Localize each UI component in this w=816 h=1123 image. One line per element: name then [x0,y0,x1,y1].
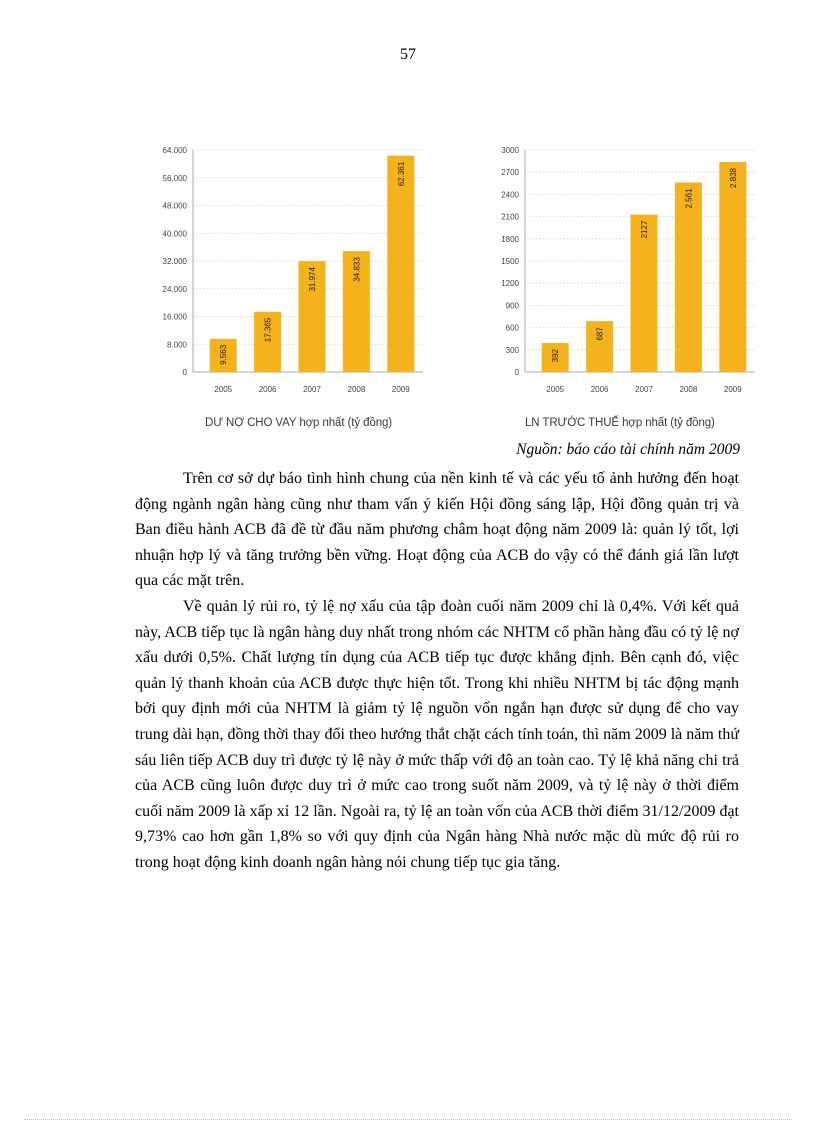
body-text [135,466,739,876]
y-tick-label: 40.000 [162,229,187,239]
y-tick-label: 300 [505,345,519,355]
y-tick-label: 2400 [501,190,519,200]
x-tick-label: 2005 [214,385,233,394]
source-note: Nguồn: báo cáo tài chính năm 2009 [516,441,740,458]
bar-value-label: 62.361 [396,161,406,187]
y-tick-label: 0 [514,368,519,377]
x-tick-label: 2009 [391,385,410,394]
x-tick-label: 2006 [258,385,277,394]
loans-chart-svg [138,138,428,403]
y-tick-label: 24.000 [162,284,187,294]
y-tick-label: 1500 [501,257,519,266]
y-tick-label: 3000 [501,146,519,155]
bar-value-label: 17.365 [263,317,273,343]
x-tick-label: 2008 [347,385,366,394]
loans-chart [138,138,428,403]
paragraph: Trên cơ sở dự báo tình hình chung của nền kinh tế và các yếu tố ảnh hưởng đến hoạt động ngành ngân hàng cũng như tham vấn ý kiến Hội đồng sáng lập, Hội đồng quản trị và Ban điều hành ACB đã đề từ đầu năm phương châm hoạt động năm 2009 là: quản lý tốt, lợi nhuận hợp lý và tăng trưởng bền vững. Hoạt động của ACB do vậy có thể đánh giá lần lượt qua các mặt trên. [135,470,739,590]
y-tick-label: 48.000 [162,201,187,211]
y-tick-label: 2100 [501,212,519,222]
y-tick-label: 900 [505,301,519,311]
y-tick-label: 2700 [501,168,519,178]
profit-chart-title: LN TRƯỚC THUẾ hợp nhất (tỷ đồng) [525,417,715,429]
bar-value-label: 2127 [640,220,649,239]
bar [675,182,702,372]
footer-divider [24,1119,792,1120]
profit-chart-svg [470,138,760,403]
paragraph: Về quản lý rủi ro, tỷ lệ nợ xấu của tập đoàn cuối năm 2009 chỉ là 0,4%. Với kết quả này, ACB tiếp tục là ngân hàng duy nhất trong nhóm các NHTM cổ phần hàng đầu có tỷ lệ nợ xấu dưới 0,5%. Chất lượng tín dụng của ACB tiếp tục được khẳng định. Bên cạnh đó, việc quản lý thanh khoản của ACB được thực hiện tốt. Trong khi nhiều NHTM bị tác động mạnh bởi quy định mới của NHTM là giảm tỷ lệ nguồn vốn ngắn hạn được sử dụng để cho vay trung dài hạn, đồng thời thay đổi theo hướng thắt chặt cách tính toán, thì năm 2009 là năm thứ sáu liên tiếp ACB duy trì được tỷ lệ này ở mức thấp với độ an toàn cao. Tỷ lệ khả năng chi trả của ACB cũng luôn được duy trì ở mức cao trong suốt năm 2009, và tỷ lệ này ở thời điểm cuối năm 2009 là xấp xỉ 12 lần. Ngoài ra, tỷ lệ an toàn vốn của ACB thời điểm 31/12/2009 đạt 9,73% cao hơn gần 1,8% so với quy định của Ngân hàng Nhà nước mặc dù mức độ rủi ro trong hoạt động kinh doanh ngân hàng nói chung tiếp tục gia tăng. [135,597,739,871]
y-tick-label: 1200 [501,279,519,289]
bar-value-label: 2.838 [728,167,738,189]
bar-value-label: 31.974 [308,267,317,292]
x-tick-label: 2007 [303,385,321,394]
x-tick-label: 2008 [679,385,698,394]
y-tick-label: 56.000 [162,173,187,183]
x-tick-label: 2006 [590,385,609,394]
bar [387,156,414,372]
y-tick-label: 0 [182,368,187,377]
profit-chart [470,138,760,403]
x-tick-label: 2007 [635,385,653,394]
bar-value-label: 9.563 [219,344,229,365]
loans-chart-title: DƯ NỢ CHO VAY hợp nhất (tỷ đồng) [205,417,393,429]
bar-value-label: 687 [595,327,605,341]
bar-value-label: 392 [551,348,561,363]
bar [719,162,746,372]
bar-value-label: 34.833 [352,257,362,282]
page-number: 57 [400,46,416,63]
y-tick-label: 64.000 [162,146,187,155]
y-tick-label: 8.000 [166,340,187,350]
x-tick-label: 2009 [723,385,742,394]
y-tick-label: 1800 [501,234,519,244]
bar-value-label: 2.561 [684,188,694,209]
x-tick-label: 2005 [546,385,565,394]
y-tick-label: 600 [505,323,519,333]
y-tick-label: 32.000 [162,257,187,266]
y-tick-label: 16.000 [162,312,187,322]
